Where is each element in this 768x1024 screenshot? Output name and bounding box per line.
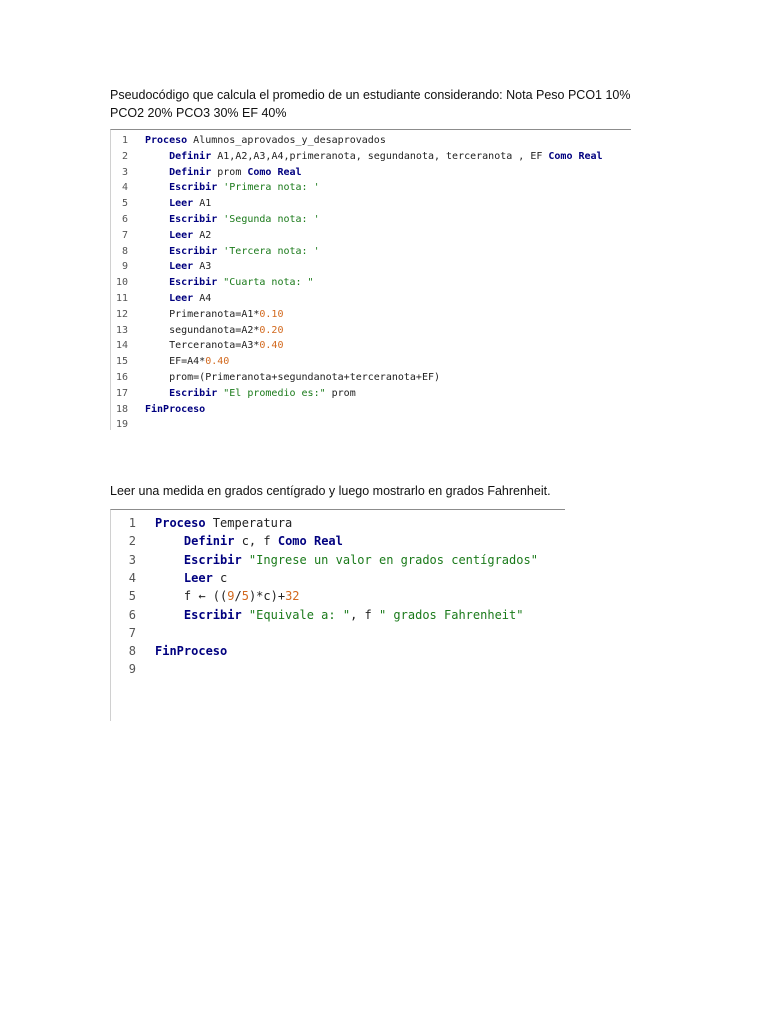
code-token: A1 (193, 198, 212, 210)
code-token: Escribir (145, 387, 218, 399)
section1-heading: Pseudocódigo que calcula el promedio de un estudiante considerando: Nota Peso PCO1 10% PCO2 20% PCO3 30% EF 40% (110, 88, 631, 120)
code-text (145, 386, 356, 402)
code-token: Leer (145, 198, 194, 210)
code-token: 32 (285, 589, 300, 604)
code-text (145, 323, 283, 339)
code-token: prom=(Primeranota+segundanota+terceranota+EF) (145, 372, 441, 383)
code-token: )*c)+ (248, 589, 286, 604)
code-token: 'Segunda nota: ' (217, 214, 320, 225)
code-token: Escribir (145, 245, 218, 257)
line-number: 7 (128, 625, 136, 640)
code-text (145, 275, 314, 291)
code-line (111, 514, 565, 532)
code-token: FinProceso (145, 403, 206, 415)
code-token: Como Real (247, 166, 302, 178)
line-number: 1 (128, 516, 136, 530)
code-text (155, 606, 523, 624)
line-number: 4 (121, 182, 128, 194)
code-token: Escribir (155, 607, 242, 622)
code-token: "Cuarta nota: " (217, 277, 314, 289)
code-token: 0.40 (259, 340, 284, 352)
code-listing-temperatura (110, 509, 565, 721)
line-number: 9 (128, 662, 136, 677)
code-text (145, 212, 320, 228)
code-text (145, 307, 283, 323)
code-token: Terceranota=A3* (145, 340, 260, 352)
code-listing-promedio (110, 129, 631, 430)
code-token: c (212, 570, 228, 585)
code-text (145, 338, 283, 354)
code-token: c, f (234, 534, 278, 549)
code-text (145, 149, 603, 165)
code-token: A4 (193, 293, 212, 304)
line-number: 5 (121, 198, 128, 210)
code-text (145, 402, 205, 418)
code-line (111, 624, 565, 642)
code-line (111, 165, 631, 181)
code-line (111, 551, 565, 569)
code-text (145, 291, 211, 307)
code-line (111, 606, 565, 624)
code-line (111, 338, 631, 354)
line-number: 16 (115, 372, 128, 383)
code-token: Temperatura (205, 516, 293, 530)
code-line (111, 149, 631, 165)
line-number: 8 (128, 644, 136, 659)
code-token: A1,A2,A3,A4,primeranota, segundanota, terceranota , EF (211, 150, 549, 162)
code-line (111, 180, 631, 196)
code-token: Definir (145, 166, 212, 178)
line-number: 6 (121, 214, 128, 225)
code-line (111, 307, 631, 323)
code-token: Proceso (155, 516, 206, 530)
code-line (111, 259, 631, 275)
code-token: Leer (145, 293, 194, 304)
code-token: Leer (155, 570, 213, 585)
code-token: Escribir (155, 552, 242, 567)
code-text (145, 244, 320, 260)
code-token: Como Real (548, 150, 603, 162)
code-token: segundanota=A2* (145, 324, 260, 336)
code-token: Como Real (277, 534, 343, 549)
code-token: Definir (145, 150, 212, 162)
line-number: 4 (128, 570, 136, 585)
code-text (155, 551, 538, 569)
code-line (111, 244, 631, 260)
line-number: 2 (128, 534, 136, 549)
code-token: 9 (227, 589, 235, 604)
code-line (111, 386, 631, 402)
line-number: 11 (115, 293, 128, 304)
line-number: 14 (115, 340, 128, 352)
line-number: 3 (128, 552, 136, 567)
code-token: prom (211, 166, 248, 178)
code-token: "El promedio es:" (217, 387, 326, 399)
code-token: " grados Fahrenheit" (378, 607, 524, 622)
code-token: Proceso (145, 135, 188, 146)
code-token: Leer (145, 261, 194, 273)
code-token: 5 (241, 589, 249, 604)
code-token: Leer (145, 229, 194, 241)
code-line (111, 532, 565, 550)
code-line (111, 642, 565, 660)
line-number: 8 (121, 245, 128, 257)
code-token: 0.40 (205, 356, 230, 368)
code-text (145, 370, 440, 386)
line-number: 19 (115, 419, 128, 431)
code-line (111, 291, 631, 307)
code-text (155, 642, 227, 660)
line-number: 15 (115, 356, 128, 368)
code-line (111, 587, 565, 605)
code-text (155, 587, 300, 605)
code-text (145, 354, 229, 370)
code-token: A3 (193, 261, 212, 273)
code-token: 0.20 (259, 324, 284, 336)
line-number: 13 (115, 324, 128, 336)
line-number: 9 (121, 261, 128, 273)
code-line (111, 402, 631, 418)
code-token: 'Primera nota: ' (217, 182, 320, 194)
line-number: 7 (121, 229, 128, 241)
code-text (155, 514, 292, 532)
code-token: A2 (193, 229, 212, 241)
code-line (111, 370, 631, 386)
code-text (155, 569, 227, 587)
code-line (111, 228, 631, 244)
line-number: 5 (128, 589, 136, 604)
code-line (111, 354, 631, 370)
code-line (111, 133, 631, 149)
code-text (155, 532, 343, 550)
line-number: 1 (121, 135, 128, 146)
code-text (145, 165, 302, 181)
code-token: f ← (( (155, 589, 228, 604)
code-token: "Equivale a: " (241, 607, 351, 622)
code-text (145, 228, 211, 244)
line-number: 18 (115, 403, 128, 415)
code-token: Primeranota=A1* (145, 308, 260, 320)
line-number: 10 (115, 277, 128, 289)
code-token: 'Tercera nota: ' (217, 245, 320, 257)
code-token: "Ingrese un valor en grados centígrados" (241, 552, 538, 567)
code-text (145, 259, 211, 275)
code-token: Escribir (145, 214, 218, 225)
code-line (111, 660, 565, 678)
code-text (145, 196, 211, 212)
code-token: prom (325, 387, 356, 399)
code-line (111, 569, 565, 587)
code-token: Escribir (145, 182, 218, 194)
code-token: / (234, 589, 242, 604)
code-line (111, 417, 631, 433)
section2-heading: Leer una medida en grados centígrado y luego mostrarlo en grados Fahrenheit. (110, 484, 551, 498)
code-text (145, 133, 386, 149)
code-token: Definir (155, 534, 235, 549)
line-number: 12 (115, 308, 128, 320)
code-line (111, 196, 631, 212)
code-line (111, 275, 631, 291)
code-token: , f (350, 607, 379, 622)
code-line (111, 323, 631, 339)
code-token: Escribir (145, 277, 218, 289)
code-token: 0.10 (259, 308, 284, 320)
code-text (145, 180, 320, 196)
line-number: 2 (121, 150, 128, 162)
code-line (111, 212, 631, 228)
line-number: 3 (121, 166, 128, 178)
code-token: FinProceso (155, 644, 228, 659)
code-token: Alumnos_aprovados_y_desaprovados (187, 135, 386, 146)
line-number: 6 (128, 607, 136, 622)
code-token: EF=A4* (145, 356, 206, 368)
line-number: 17 (115, 387, 128, 399)
